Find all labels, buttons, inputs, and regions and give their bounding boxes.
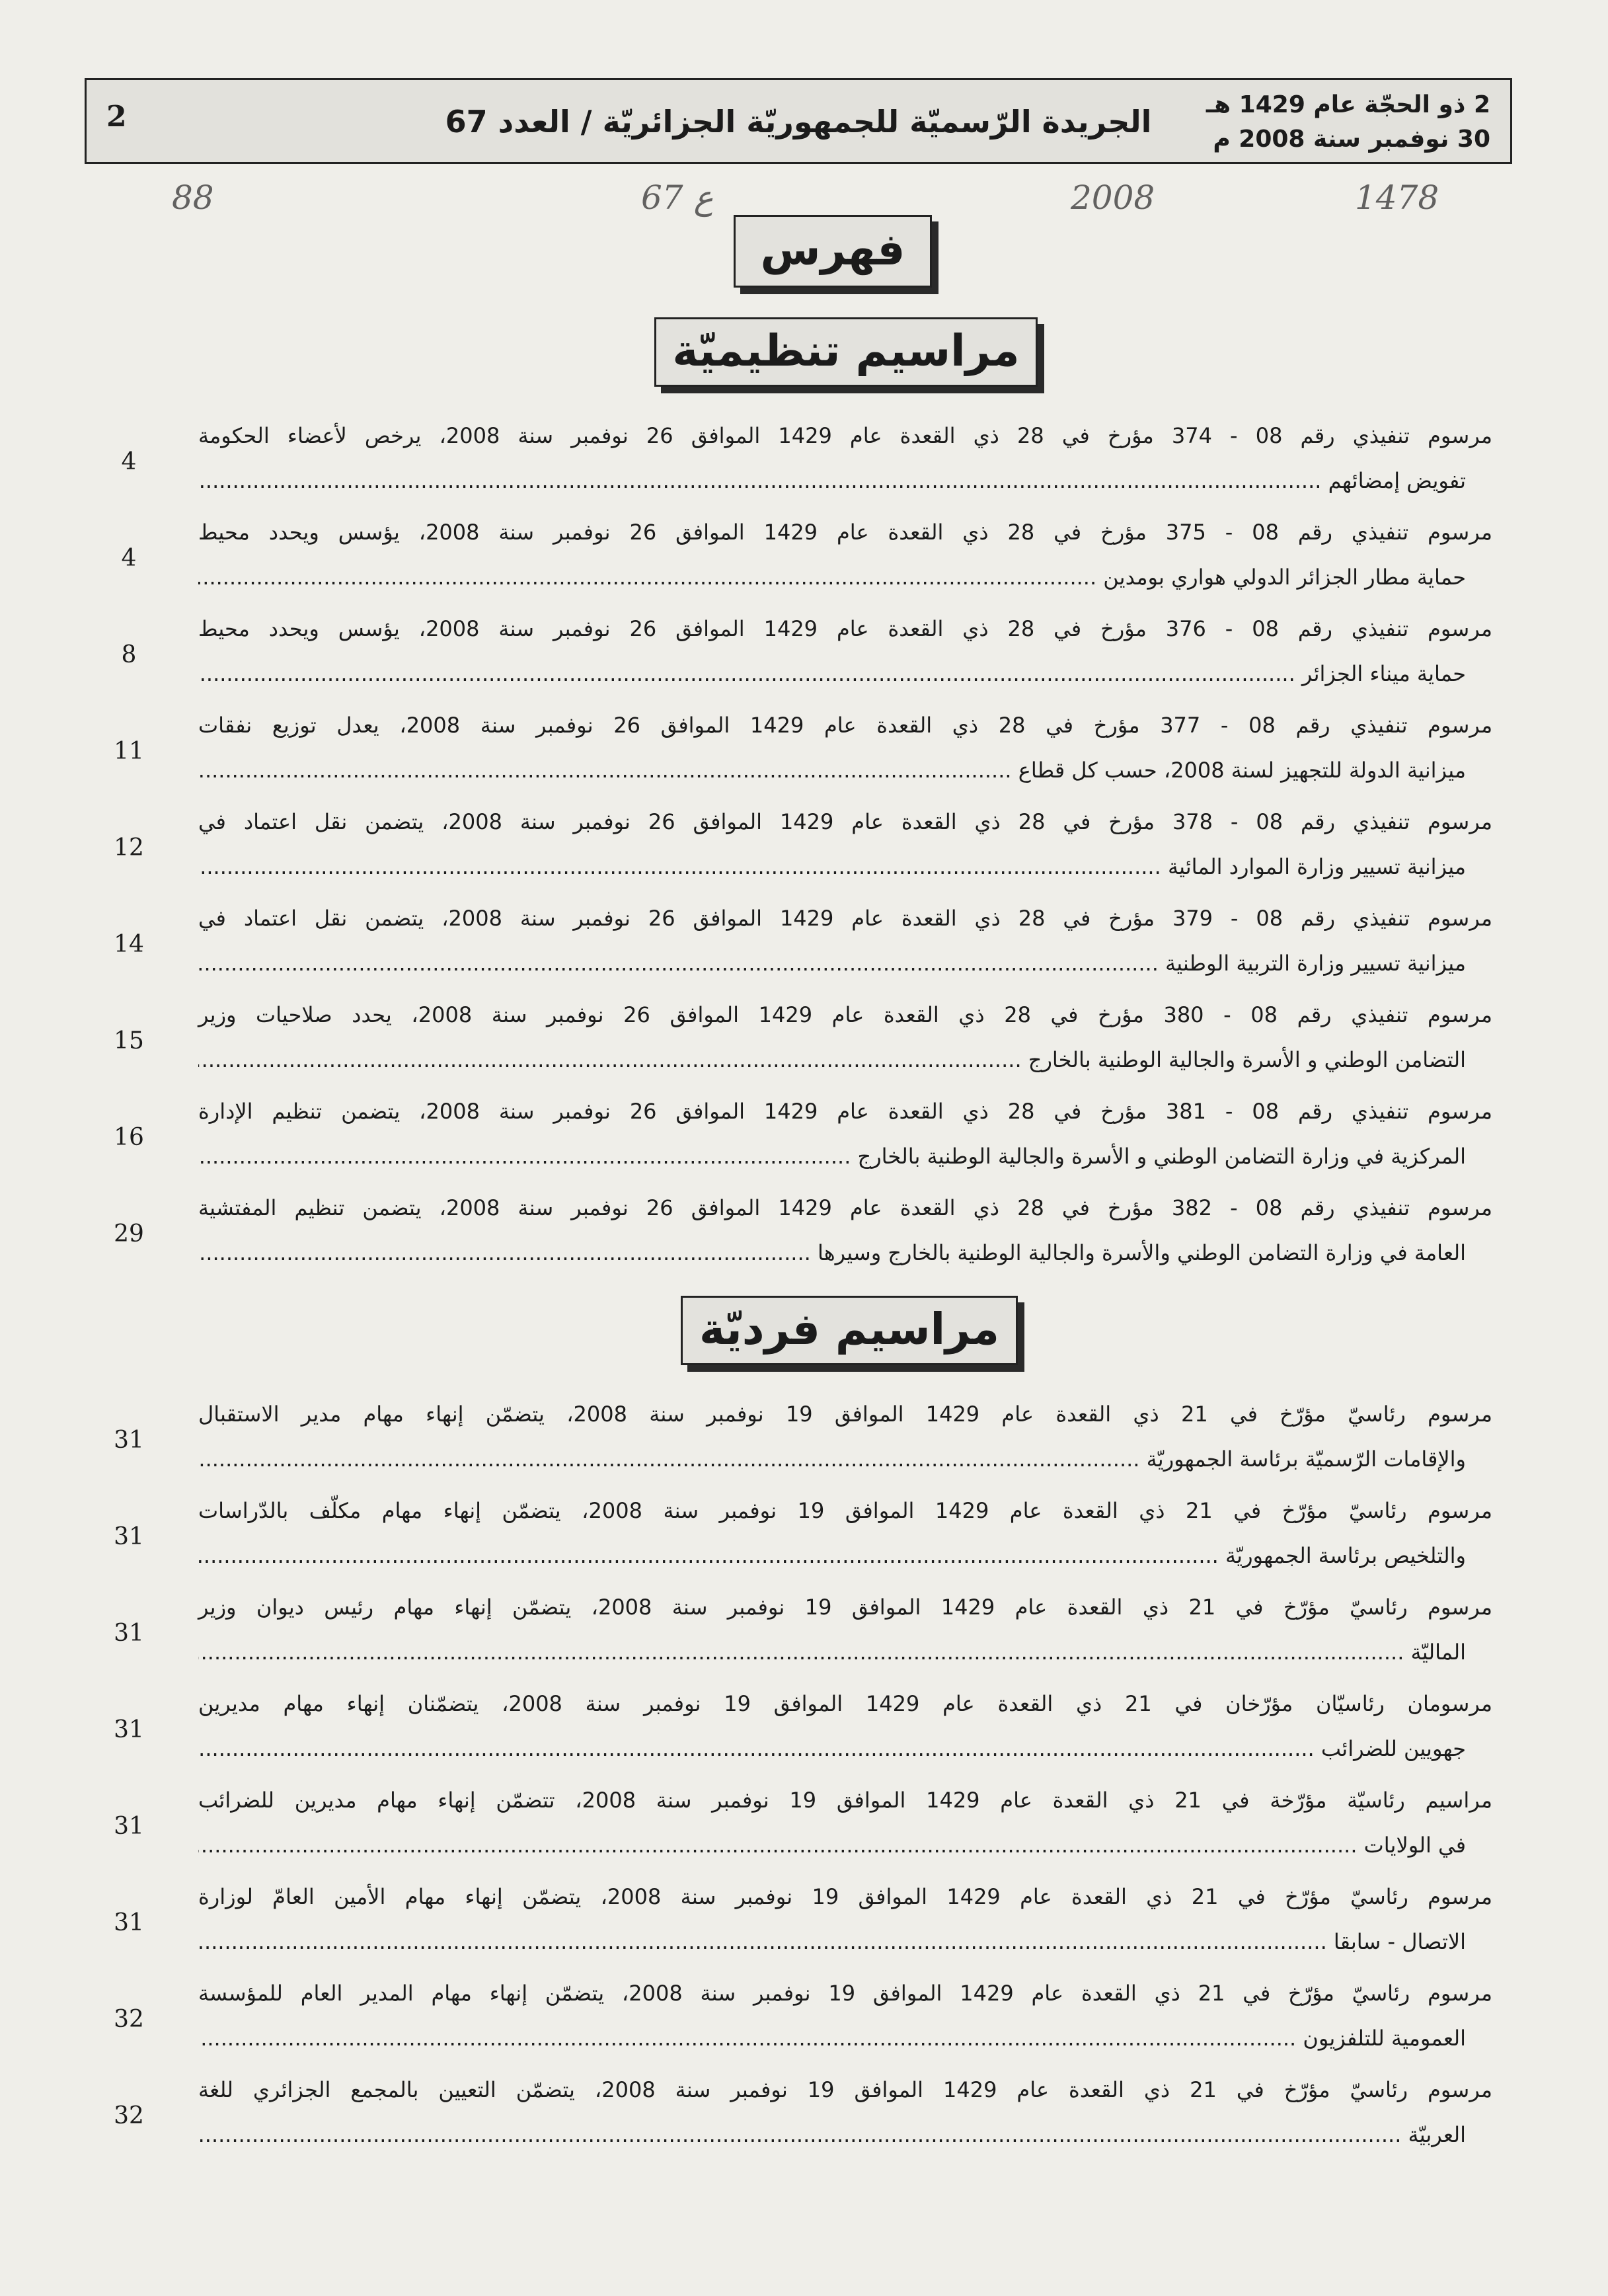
issue-date-hijri: 2 ذو الحجّة عام 1429 هـ [1206, 91, 1490, 118]
entry-title: مرسوم رئاسيّ مؤرّخ في 21 ذي القعدة عام 1429 الموافق 19 نوفمبر سنة 2008، يتضمّن إنهاء مهام المدير العام للمؤسسة [198, 1981, 1493, 2006]
entry-title: مرسوم تنفيذي رقم 08 - 380 مؤرخ في 28 ذي القعدة عام 1429 الموافق 26 نوفمبر سنة 2008، يحدد صلاحيات وزير [198, 1002, 1493, 1027]
entry-title: مرسوم تنفيذي رقم 08 - 375 مؤرخ في 28 ذي القعدة عام 1429 الموافق 26 نوفمبر سنة 2008، يؤسس ويحدد محيط [198, 520, 1493, 545]
toc-entry[interactable] [114, 1185, 1493, 1282]
entry-title: مرسوم تنفيذي رقم 08 - 376 مؤرخ في 28 ذي القعدة عام 1429 الموافق 26 نوفمبر سنة 2008، يؤسس ويحدد محيط [198, 616, 1493, 641]
regulatory-decrees-list [114, 413, 1493, 1282]
entry-title: مرسوم تنفيذي رقم 08 - 377 مؤرخ في 28 ذي القعدة عام 1429 الموافق 26 نوفمبر سنة 2008، يعدل توزيع نفقات [198, 713, 1493, 738]
entry-page-number: 32 [114, 2006, 144, 2033]
entry-title: مرسوم تنفيذي رقم 08 - 374 مؤرخ في 28 ذي القعدة عام 1429 الموافق 26 نوفمبر سنة 2008، يرخص لأعضاء الحكومة [198, 423, 1493, 448]
entry-page-number: 15 [114, 1027, 144, 1054]
entry-title: مرسوم رئاسيّ مؤرّخ في 21 ذي القعدة عام 1429 الموافق 19 نوفمبر سنة 2008، يتضمّن إنهاء مهام رئيس ديوان وزير [198, 1595, 1493, 1620]
entry-subtitle: ميزانية الدولة للتجهيز لسنة 2008، حسب كل قطاع ..... [198, 748, 1492, 793]
entry-title: مرسومان رئاسيّان مؤرّخان في 21 ذي القعدة عام 1429 الموافق 19 نوفمبر سنة 2008، يتضمّنان إنهاء مهام مديرين [198, 1691, 1493, 1716]
entry-page-number: 31 [114, 1620, 144, 1647]
issue-date [1206, 88, 1490, 157]
entry-page-number: 4 [121, 545, 137, 572]
handwritten-note-left: 88 [172, 178, 214, 217]
entry-title: مرسوم رئاسيّ مؤرّخ في 21 ذي القعدة عام 1429 الموافق 19 نوفمبر سنة 2008، يتضمّن التعيين بالمجمع الجزائري للغة [198, 2077, 1493, 2102]
toc-entry[interactable] [114, 992, 1493, 1089]
gazette-header [85, 78, 1512, 164]
entry-title: مرسوم تنفيذي رقم 08 - 381 مؤرخ في 28 ذي القعدة عام 1429 الموافق 26 نوفمبر سنة 2008، يتضمن تنظيم الإدارة [198, 1099, 1493, 1124]
entry-page-number: 31 [114, 1427, 144, 1454]
entry-subtitle: العامة في وزارة التضامن الوطني والأسرة والجالية الوطنية بالخارج وسيرها ..... [198, 1230, 1492, 1275]
toc-entry[interactable] [114, 1874, 1493, 1971]
entry-title: مرسوم رئاسيّ مؤرّخ في 21 ذي القعدة عام 1429 الموافق 19 نوفمبر سنة 2008، يتضمّن إنهاء مهام الأمين العامّ لوزارة [198, 1884, 1493, 1909]
toc-entry[interactable] [114, 2067, 1493, 2164]
toc-entry[interactable] [114, 896, 1493, 992]
entry-subtitle: حماية ميناء الجزائر ..... [198, 651, 1492, 696]
entry-page-number: 14 [114, 931, 144, 958]
toc-entry[interactable] [114, 799, 1493, 896]
entry-page-number: 29 [114, 1220, 144, 1247]
toc-entry[interactable] [114, 1681, 1493, 1778]
entry-page-number: 31 [114, 1813, 144, 1840]
toc-entry[interactable] [121, 510, 1493, 606]
entry-subtitle: الماليّة ..... [198, 1630, 1492, 1675]
index-heading: فهرس [734, 215, 932, 288]
entry-page-number: 11 [114, 738, 144, 765]
handwritten-note-issue: 67 ع [641, 178, 714, 217]
toc-entry[interactable] [114, 1778, 1492, 1874]
entry-subtitle: جهويين للضرائب ..... [198, 1726, 1492, 1771]
toc-entry[interactable] [114, 1585, 1493, 1681]
entry-title: مرسوم تنفيذي رقم 08 - 378 مؤرخ في 28 ذي القعدة عام 1429 الموافق 26 نوفمبر سنة 2008، يتضمن نقل اعتماد في [198, 809, 1493, 834]
issue-date-gregorian: 30 نوفمبر سنة 2008 م [1213, 126, 1490, 153]
entry-page-number: 16 [114, 1124, 144, 1151]
individual-decrees-list [114, 1392, 1493, 2164]
entry-subtitle: حماية مطار الجزائر الدولي هواري بومدين ..... [198, 555, 1492, 600]
entry-page-number: 4 [121, 448, 137, 475]
entry-subtitle: الاتصال - سابقا ..... [198, 1919, 1492, 1964]
entry-subtitle: العربيّة ..... [198, 2112, 1492, 2157]
toc-entry[interactable] [114, 1971, 1493, 2067]
toc-entry[interactable] [114, 703, 1493, 799]
page-number: 2 [106, 100, 127, 134]
regulatory-decrees-heading: مراسيم تنظيميّة [654, 317, 1038, 387]
toc-entry[interactable] [121, 413, 1493, 510]
entry-subtitle: التضامن الوطني و الأسرة والجالية الوطنية بالخارج ..... [198, 1037, 1492, 1082]
entry-page-number: 32 [114, 2102, 144, 2129]
entry-subtitle: ميزانية تسيير وزارة التربية الوطنية ..... [198, 941, 1492, 986]
entry-title: مراسيم رئاسيّة مؤرّخة في 21 ذي القعدة عام 1429 الموافق 19 نوفمبر سنة 2008، تتضمّن إنهاء مهام مديرين للضرائب [198, 1788, 1492, 1813]
handwritten-note-hijri: 1478 [1355, 178, 1439, 217]
entry-subtitle: في الولايات ..... [198, 1823, 1492, 1868]
entry-page-number: 12 [114, 834, 144, 861]
entry-title: مرسوم رئاسيّ مؤرّخ في 21 ذي القعدة عام 1429 الموافق 19 نوفمبر سنة 2008، يتضمّن إنهاء مهام مدير الاستقبال [198, 1402, 1493, 1427]
entry-title: مرسوم تنفيذي رقم 08 - 379 مؤرخ في 28 ذي القعدة عام 1429 الموافق 26 نوفمبر سنة 2008، يتضمن نقل اعتماد في [198, 906, 1493, 931]
toc-entry[interactable] [114, 1392, 1493, 1488]
toc-entry[interactable] [121, 606, 1493, 703]
entry-subtitle: والتلخيص برئاسة الجمهوريّة ..... [198, 1533, 1492, 1578]
entry-subtitle: المركزية في وزارة التضامن الوطني و الأسرة والجالية الوطنية بالخارج ..... [198, 1134, 1492, 1179]
entry-title: مرسوم تنفيذي رقم 08 - 382 مؤرخ في 28 ذي القعدة عام 1429 الموافق 26 نوفمبر سنة 2008، يتضمن تنظيم المفتشية [198, 1195, 1493, 1220]
entry-page-number: 31 [114, 1909, 144, 1936]
entry-page-number: 31 [114, 1716, 144, 1743]
entry-page-number: 31 [114, 1523, 144, 1550]
entry-subtitle: العمومية للتلفزيون ..... [198, 2016, 1492, 2061]
gazette-title: الجريدة الرّسميّة للجمهوريّة الجزائريّة / العدد 67 [445, 104, 1152, 139]
entry-subtitle: ميزانية تسيير وزارة الموارد المائية ..... [198, 844, 1492, 889]
entry-subtitle: والإقامات الرّسميّة برئاسة الجمهوريّة ..... [198, 1437, 1492, 1482]
toc-entry[interactable] [114, 1488, 1493, 1585]
handwritten-note-year: 2008 [1071, 178, 1155, 217]
entry-page-number: 8 [121, 641, 137, 668]
toc-entry[interactable] [114, 1089, 1493, 1185]
entry-subtitle: تفويض إمضائهم ..... [198, 458, 1492, 503]
entry-title: مرسوم رئاسيّ مؤرّخ في 21 ذي القعدة عام 1429 الموافق 19 نوفمبر سنة 2008، يتضمّن إنهاء مهام مكلّف بالدّراسات [198, 1498, 1493, 1523]
individual-decrees-heading: مراسيم فرديّة [681, 1296, 1018, 1365]
